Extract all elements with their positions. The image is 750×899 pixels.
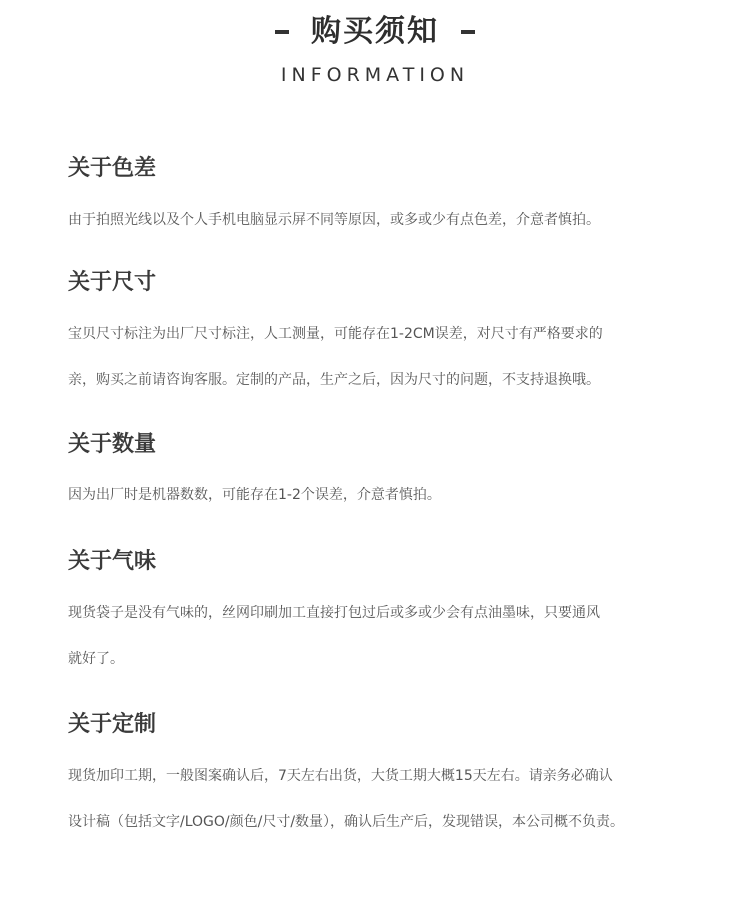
section-heading: 关于定制 [68, 712, 157, 737]
title-dash-left [275, 30, 289, 34]
section-quantity [68, 431, 728, 503]
page-title: 购买须知 [311, 14, 439, 49]
section-customization [68, 711, 728, 830]
section-heading: 关于数量 [68, 432, 157, 457]
section-text-line: 宝贝尺寸标注为出厂尺寸标注，人工测量，可能存在1-2CM误差，对尺寸有严格要求的 [68, 326, 603, 342]
section-text-line: 现货袋子是没有气味的，丝网印刷加工直接打包过后或多或少会有点油墨味，只要通风 [68, 605, 600, 621]
section-text-line: 设计稿（包括文字/LOGO/颜色/尺寸/数量），确认后生产后，发现错误，本公司概不负责。 [68, 814, 625, 830]
section-size [68, 269, 728, 388]
section-text-line: 亲，购买之前请咨询客服。定制的产品，生产之后，因为尺寸的问题，不支持退换哦。 [68, 372, 600, 388]
title-row [0, 14, 750, 50]
page-subtitle: INFORMATION [280, 64, 470, 86]
title-dash-right [461, 30, 475, 34]
section-text-line: 就好了。 [68, 651, 124, 667]
section-text-line: 因为出厂时是机器数数，可能存在1-2个误差，介意者慎拍。 [68, 487, 441, 503]
section-heading: 关于尺寸 [68, 270, 157, 295]
section-color-difference [68, 155, 728, 228]
section-text-line: 现货加印工期，一般图案确认后，7天左右出货，大货工期大概15天左右。请亲务必确认 [68, 768, 613, 784]
section-text-line: 由于拍照光线以及个人手机电脑显示屏不同等原因，或多或少有点色差，介意者慎拍。 [68, 212, 600, 228]
section-heading: 关于气味 [68, 549, 157, 574]
section-heading: 关于色差 [68, 156, 157, 181]
section-odor [68, 548, 728, 667]
